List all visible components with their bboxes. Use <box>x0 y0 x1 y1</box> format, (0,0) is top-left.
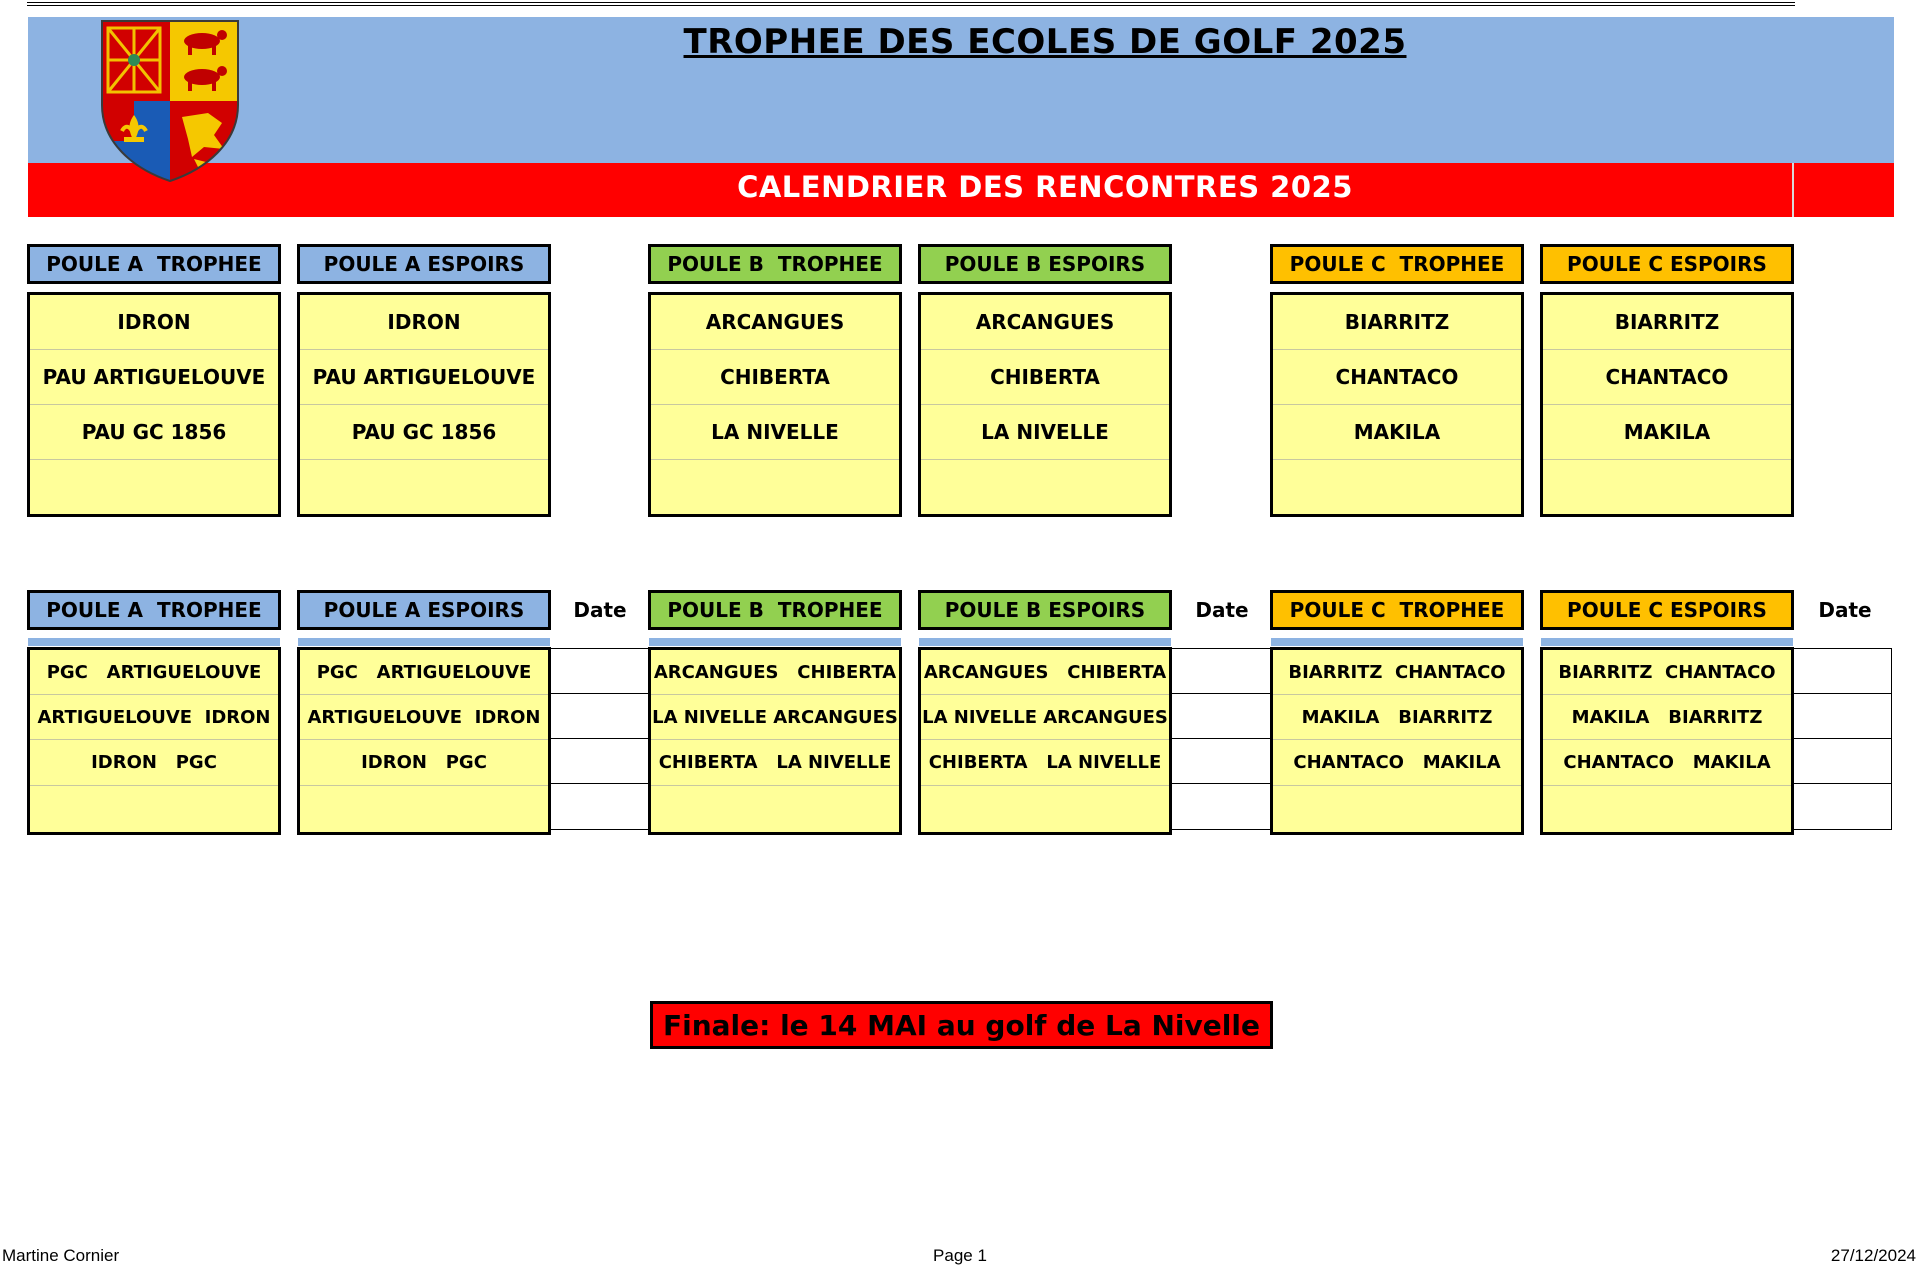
group-header: POULE A TROPHEE <box>27 590 281 630</box>
team-cell <box>30 460 278 514</box>
footer-page-number: Page 1 <box>933 1246 987 1265</box>
team-list <box>918 292 1172 517</box>
team-cell: LA NIVELLE <box>651 405 899 460</box>
match-cell: LA NIVELLE ARCANGUES <box>651 695 899 740</box>
match-table-b-trophee <box>648 647 902 835</box>
match-cell: CHANTACO MAKILA <box>1273 740 1521 786</box>
separator-bar <box>649 638 901 646</box>
team-cell: PAU GC 1856 <box>30 405 278 460</box>
separator-bar <box>919 638 1171 646</box>
match-cell: BIARRITZ CHANTACO <box>1273 650 1521 695</box>
team-list <box>27 292 281 517</box>
team-cell <box>651 460 899 514</box>
match-cell: PGC ARTIGUELOUVE <box>300 650 548 695</box>
match-cell: MAKILA BIARRITZ <box>1273 695 1521 740</box>
team-cell: ARCANGUES <box>651 295 899 350</box>
group-header: POULE B ESPOIRS <box>918 590 1172 630</box>
group-header: POULE B ESPOIRS <box>918 244 1172 284</box>
date-cell <box>1794 694 1891 739</box>
date-column <box>1172 648 1270 830</box>
date-column <box>551 648 649 830</box>
date-cell <box>1172 649 1270 694</box>
match-table-c-espoirs <box>1540 647 1794 835</box>
match-cell: LA NIVELLE ARCANGUES <box>921 695 1169 740</box>
footer-date: 27/12/2024 <box>1830 1246 1916 1265</box>
page-title: TROPHEE DES ECOLES DE GOLF 2025 <box>683 22 1407 62</box>
team-cell: LA NIVELLE <box>921 405 1169 460</box>
match-cell <box>921 786 1169 832</box>
finale-banner: Finale: le 14 MAI au golf de La Nivelle <box>650 1001 1273 1049</box>
group-table-c-espoirs <box>1540 244 1794 517</box>
group-header: POULE C ESPOIRS <box>1540 590 1794 630</box>
separator-bar <box>28 638 280 646</box>
top-rule <box>27 2 1795 6</box>
date-cell <box>551 784 649 829</box>
match-cell: MAKILA BIARRITZ <box>1543 695 1791 740</box>
schedule-header-a-espoirs <box>297 590 551 630</box>
page-subtitle: CALENDRIER DES RENCONTRES 2025 <box>737 170 1353 204</box>
team-cell <box>921 460 1169 514</box>
team-cell <box>1543 460 1791 514</box>
footer-author: Martine Cornier <box>2 1246 120 1265</box>
group-table-a-espoirs <box>297 244 551 517</box>
match-cell <box>300 786 548 832</box>
team-list <box>1540 292 1794 517</box>
date-cell <box>551 694 649 739</box>
team-cell <box>1273 460 1521 514</box>
team-cell <box>300 460 548 514</box>
match-cell: IDRON PGC <box>30 740 278 786</box>
group-header: POULE C ESPOIRS <box>1540 244 1794 284</box>
team-cell: CHANTACO <box>1273 350 1521 405</box>
date-column <box>1794 648 1892 830</box>
match-table-c-trophee <box>1270 647 1524 835</box>
date-cell <box>1172 784 1270 829</box>
match-cell: BIARRITZ CHANTACO <box>1543 650 1791 695</box>
separator-bar <box>298 638 550 646</box>
team-cell: BIARRITZ <box>1273 295 1521 350</box>
match-cell <box>1273 786 1521 832</box>
match-cell: ARTIGUELOUVE IDRON <box>300 695 548 740</box>
group-table-c-trophee <box>1270 244 1524 517</box>
team-list <box>1270 292 1524 517</box>
group-header: POULE A ESPOIRS <box>297 244 551 284</box>
separator-bar <box>1271 638 1523 646</box>
match-cell <box>30 786 278 832</box>
separator-bar <box>1541 638 1793 646</box>
schedule-header-b-espoirs <box>918 590 1172 630</box>
date-column-label: Date <box>573 598 627 622</box>
schedule-header-c-espoirs <box>1540 590 1794 630</box>
schedule-header-c-trophee <box>1270 590 1524 630</box>
date-column-label: Date <box>1195 598 1249 622</box>
schedule-header-b-trophee <box>648 590 902 630</box>
banner-cell-divider <box>1792 163 1794 217</box>
match-cell: IDRON PGC <box>300 740 548 786</box>
heraldic-crest-icon <box>98 19 242 183</box>
team-cell: CHANTACO <box>1543 350 1791 405</box>
team-cell: MAKILA <box>1273 405 1521 460</box>
group-header: POULE B TROPHEE <box>648 244 902 284</box>
match-cell <box>1543 786 1791 832</box>
group-table-a-trophee <box>27 244 281 517</box>
group-header: POULE C TROPHEE <box>1270 590 1524 630</box>
date-cell <box>1172 694 1270 739</box>
match-cell: PGC ARTIGUELOUVE <box>30 650 278 695</box>
match-table-a-espoirs <box>297 647 551 835</box>
match-cell: CHANTACO MAKILA <box>1543 740 1791 786</box>
team-cell: PAU GC 1856 <box>300 405 548 460</box>
date-cell <box>1794 739 1891 784</box>
date-cell <box>551 739 649 784</box>
team-cell: MAKILA <box>1543 405 1791 460</box>
team-cell: IDRON <box>30 295 278 350</box>
group-table-b-trophee <box>648 244 902 517</box>
team-cell: CHIBERTA <box>651 350 899 405</box>
group-header: POULE C TROPHEE <box>1270 244 1524 284</box>
match-cell: ARTIGUELOUVE IDRON <box>30 695 278 740</box>
team-cell: ARCANGUES <box>921 295 1169 350</box>
match-cell: CHIBERTA LA NIVELLE <box>651 740 899 786</box>
team-list <box>648 292 902 517</box>
match-cell: ARCANGUES CHIBERTA <box>651 650 899 695</box>
group-header: POULE B TROPHEE <box>648 590 902 630</box>
team-cell: BIARRITZ <box>1543 295 1791 350</box>
match-cell: ARCANGUES CHIBERTA <box>921 650 1169 695</box>
match-cell <box>651 786 899 832</box>
team-cell: PAU ARTIGUELOUVE <box>30 350 278 405</box>
match-table-a-trophee <box>27 647 281 835</box>
date-cell <box>1794 649 1891 694</box>
group-table-b-espoirs <box>918 244 1172 517</box>
team-list <box>297 292 551 517</box>
team-cell: IDRON <box>300 295 548 350</box>
team-cell: PAU ARTIGUELOUVE <box>300 350 548 405</box>
group-header: POULE A ESPOIRS <box>297 590 551 630</box>
date-cell <box>1172 739 1270 784</box>
team-cell: CHIBERTA <box>921 350 1169 405</box>
match-cell: CHIBERTA LA NIVELLE <box>921 740 1169 786</box>
group-header: POULE A TROPHEE <box>27 244 281 284</box>
schedule-header-a-trophee <box>27 590 281 630</box>
match-table-b-espoirs <box>918 647 1172 835</box>
date-cell <box>551 649 649 694</box>
date-cell <box>1794 784 1891 829</box>
date-column-label: Date <box>1818 598 1872 622</box>
